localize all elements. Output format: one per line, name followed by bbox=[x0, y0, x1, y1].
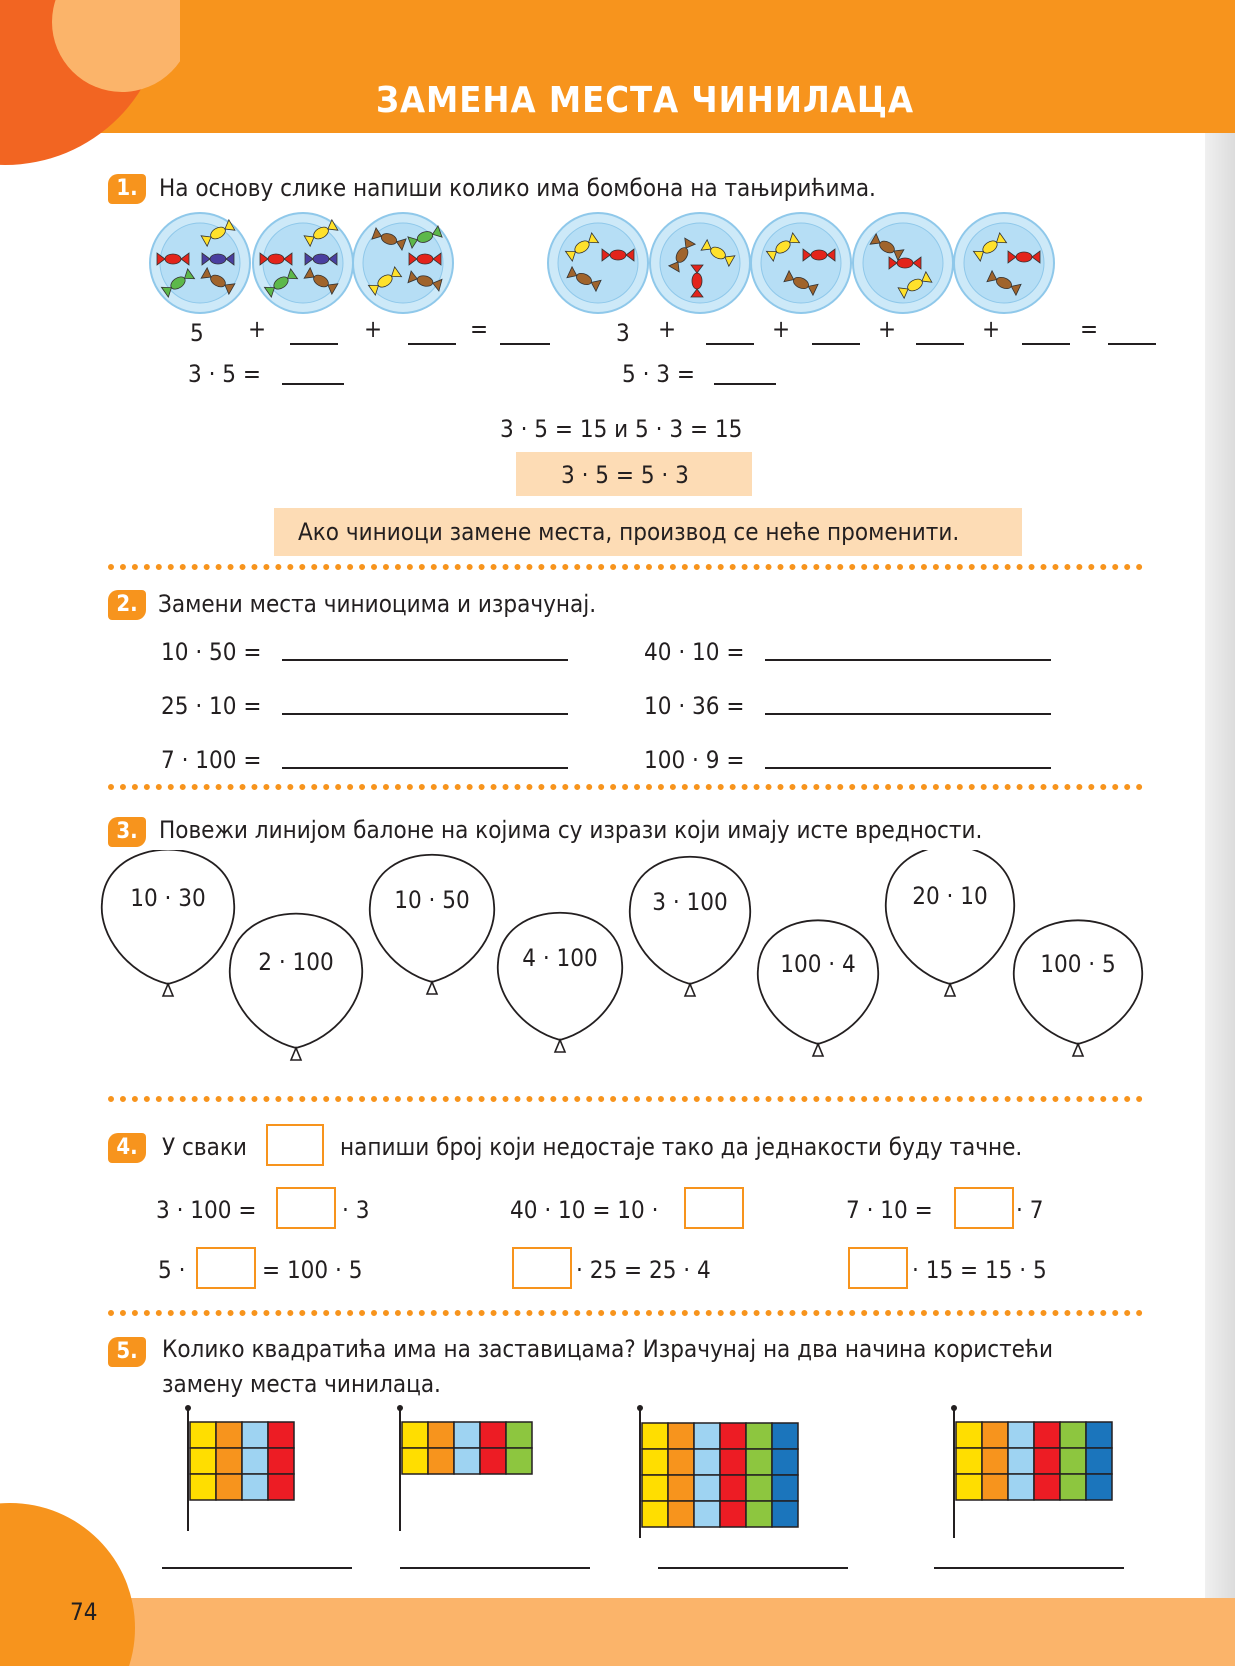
candy-plate bbox=[353, 213, 453, 313]
balloon-expression: 20 · 10 bbox=[912, 882, 988, 910]
flag-square bbox=[668, 1475, 694, 1501]
flag-square bbox=[956, 1448, 982, 1474]
balloon-knot bbox=[163, 984, 173, 996]
flag-square bbox=[1086, 1448, 1112, 1474]
flag-square bbox=[190, 1422, 216, 1448]
section-divider bbox=[108, 1310, 1143, 1316]
task-number: 5. bbox=[108, 1337, 146, 1367]
candy-plate bbox=[650, 213, 750, 313]
flag-square bbox=[1086, 1422, 1112, 1448]
answer-line[interactable] bbox=[1108, 343, 1156, 345]
expression: 10 · 50 = bbox=[161, 638, 262, 666]
equation-part: · 15 = 15 · 5 bbox=[912, 1256, 1047, 1284]
flag bbox=[637, 1405, 798, 1538]
plus-sign: + bbox=[248, 315, 267, 343]
flag-square bbox=[190, 1474, 216, 1500]
answer-line[interactable] bbox=[282, 767, 568, 769]
balloon[interactable] bbox=[1014, 920, 1142, 1056]
flag-square bbox=[1034, 1474, 1060, 1500]
footer-band bbox=[0, 1598, 1235, 1666]
blank-box[interactable] bbox=[954, 1187, 1014, 1229]
flag-square bbox=[694, 1449, 720, 1475]
flag-square bbox=[1008, 1422, 1034, 1448]
task-number: 2. bbox=[108, 590, 146, 620]
answer-line[interactable] bbox=[658, 1567, 848, 1569]
balloon-knot bbox=[1073, 1044, 1083, 1056]
flag-square bbox=[216, 1448, 242, 1474]
section-divider bbox=[108, 1096, 1143, 1102]
blank-box[interactable] bbox=[196, 1247, 256, 1289]
answer-line[interactable] bbox=[714, 383, 776, 385]
plus-sign: + bbox=[364, 315, 383, 343]
flag-square bbox=[772, 1449, 798, 1475]
answer-line[interactable] bbox=[706, 343, 754, 345]
flag-square bbox=[746, 1449, 772, 1475]
balloon-expression: 10 · 50 bbox=[394, 886, 470, 914]
expression: 7 · 100 = bbox=[161, 746, 262, 774]
commutative-rule: Ако чиниоци замене места, производ се неће променити. bbox=[298, 518, 960, 546]
expression: 40 · 10 = bbox=[644, 638, 745, 666]
task-instruction-continued: напиши број који недостаје тако да једнакости буду тачне. bbox=[340, 1133, 1023, 1161]
equals-sign: = bbox=[470, 315, 489, 343]
product-expression: 5 · 3 = bbox=[622, 360, 695, 388]
flag-square bbox=[668, 1501, 694, 1527]
flag-square bbox=[694, 1475, 720, 1501]
plus-sign: + bbox=[772, 315, 791, 343]
flag bbox=[185, 1405, 294, 1531]
task-instruction: Повежи линијом балоне на којима су изрази који имају исте вредности. bbox=[159, 816, 983, 844]
flag-square bbox=[746, 1501, 772, 1527]
balloon-expression: 4 · 100 bbox=[522, 944, 598, 972]
sample-blank-box bbox=[266, 1124, 324, 1166]
flag-square bbox=[772, 1501, 798, 1527]
flag-square bbox=[242, 1422, 268, 1448]
flag-square bbox=[1008, 1474, 1034, 1500]
flag-square bbox=[190, 1448, 216, 1474]
equation-part: 7 · 10 = bbox=[846, 1196, 933, 1224]
balloon-knot bbox=[813, 1044, 823, 1056]
flag-square bbox=[956, 1422, 982, 1448]
equation-part: 40 · 10 = 10 · bbox=[510, 1196, 659, 1224]
answer-line[interactable] bbox=[1022, 343, 1070, 345]
flag-square bbox=[642, 1475, 668, 1501]
balloon-knot bbox=[427, 982, 437, 994]
expression: 100 · 9 = bbox=[644, 746, 745, 774]
flag-square bbox=[454, 1448, 480, 1474]
balloon-expression: 3 · 100 bbox=[652, 888, 728, 916]
flag-square bbox=[268, 1448, 294, 1474]
candy-plate bbox=[954, 213, 1054, 313]
balloon[interactable] bbox=[102, 850, 235, 996]
flag-pole-top bbox=[951, 1405, 957, 1411]
flags-group bbox=[0, 1400, 1180, 1560]
flag-square bbox=[746, 1423, 772, 1449]
flag-square bbox=[506, 1448, 532, 1474]
balloon-expression: 10 · 30 bbox=[130, 884, 206, 912]
flag-square bbox=[268, 1474, 294, 1500]
flag bbox=[397, 1405, 532, 1531]
flag-square bbox=[428, 1422, 454, 1448]
blank-box[interactable] bbox=[848, 1247, 908, 1289]
balloon-expression: 100 · 5 bbox=[1040, 950, 1116, 978]
answer-line[interactable] bbox=[282, 383, 344, 385]
flag-square bbox=[402, 1448, 428, 1474]
balloon-knot bbox=[291, 1048, 301, 1060]
flag-pole-top bbox=[397, 1405, 403, 1411]
plus-sign: + bbox=[658, 315, 677, 343]
answer-line[interactable] bbox=[765, 767, 1051, 769]
flag-square bbox=[694, 1423, 720, 1449]
answer-line[interactable] bbox=[934, 1567, 1124, 1569]
candy-plate bbox=[253, 213, 353, 313]
product-expression: 3 · 5 = bbox=[188, 360, 261, 388]
equation-part: · 25 = 25 · 4 bbox=[576, 1256, 711, 1284]
balloons-group bbox=[0, 850, 1180, 1090]
answer-line[interactable] bbox=[812, 343, 860, 345]
flag-square bbox=[772, 1423, 798, 1449]
balloon[interactable] bbox=[498, 913, 622, 1052]
flag-square bbox=[428, 1448, 454, 1474]
answer-line[interactable] bbox=[282, 713, 568, 715]
flag-square bbox=[1060, 1474, 1086, 1500]
balloon-expression: 2 · 100 bbox=[258, 948, 334, 976]
flag-square bbox=[668, 1449, 694, 1475]
task-instruction: У сваки bbox=[162, 1133, 247, 1161]
task-instruction: Замени места чиниоцима и израчунај. bbox=[158, 590, 597, 618]
candy-plate bbox=[150, 213, 250, 313]
balloon[interactable] bbox=[886, 850, 1014, 996]
candy-plates-illustration bbox=[140, 208, 1140, 318]
equation-term: 5 bbox=[190, 319, 204, 347]
flag-square bbox=[1086, 1474, 1112, 1500]
balloon-expression: 100 · 4 bbox=[780, 950, 856, 978]
expression: 25 · 10 = bbox=[161, 692, 262, 720]
page-title: ЗАМЕНА МЕСТА ЧИНИЛАЦА bbox=[375, 80, 915, 121]
answer-line[interactable] bbox=[765, 713, 1051, 715]
task-instruction: замену места чинилаца. bbox=[162, 1370, 441, 1398]
flag-square bbox=[1060, 1422, 1086, 1448]
equation-part: 3 · 100 = bbox=[156, 1196, 257, 1224]
flag-square bbox=[668, 1423, 694, 1449]
flag-square bbox=[454, 1422, 480, 1448]
answer-line[interactable] bbox=[400, 1567, 590, 1569]
task-number: 4. bbox=[108, 1133, 146, 1163]
answer-line[interactable] bbox=[916, 343, 964, 345]
equals-sign: = bbox=[1080, 315, 1099, 343]
balloon-knot bbox=[945, 984, 955, 996]
flag-square bbox=[1034, 1422, 1060, 1448]
flag-square bbox=[216, 1474, 242, 1500]
blank-box[interactable] bbox=[276, 1187, 336, 1229]
flag-square bbox=[720, 1449, 746, 1475]
flag-square bbox=[242, 1448, 268, 1474]
candy-plate bbox=[853, 213, 953, 313]
task-instruction: Колико квадратића има на заставицама? Израчунај на два начина користећи bbox=[162, 1335, 1054, 1363]
blank-box[interactable] bbox=[684, 1187, 744, 1229]
section-divider bbox=[108, 784, 1143, 790]
flag-square bbox=[720, 1475, 746, 1501]
expression: 10 · 36 = bbox=[644, 692, 745, 720]
flag-square bbox=[1034, 1448, 1060, 1474]
answer-line[interactable] bbox=[500, 343, 550, 345]
task-instruction: На основу слике напиши колико има бомбона на тањирићима. bbox=[159, 174, 876, 202]
balloon[interactable] bbox=[370, 855, 494, 994]
flag-square bbox=[772, 1475, 798, 1501]
flag-square bbox=[642, 1501, 668, 1527]
balloon[interactable] bbox=[230, 914, 363, 1060]
plus-sign: + bbox=[982, 315, 1001, 343]
flag-square bbox=[956, 1474, 982, 1500]
flag-square bbox=[1060, 1448, 1086, 1474]
answer-line[interactable] bbox=[765, 659, 1051, 661]
flag-square bbox=[694, 1501, 720, 1527]
flag-square bbox=[642, 1449, 668, 1475]
flag-square bbox=[480, 1422, 506, 1448]
flag-pole-top bbox=[637, 1405, 643, 1411]
flag-square bbox=[746, 1475, 772, 1501]
result-statement: 3 · 5 = 15 и 5 · 3 = 15 bbox=[500, 415, 743, 443]
page-edge-shadow bbox=[1205, 133, 1235, 1603]
balloon-knot bbox=[685, 984, 695, 996]
task-number: 3. bbox=[108, 817, 146, 847]
equation-part: 5 · bbox=[158, 1256, 186, 1284]
flag-square bbox=[242, 1474, 268, 1500]
balloon[interactable] bbox=[758, 920, 878, 1056]
equation-term: 3 bbox=[616, 319, 630, 347]
flag-square bbox=[268, 1422, 294, 1448]
footer-corner-circle bbox=[0, 1493, 140, 1666]
flag-pole-top bbox=[185, 1405, 191, 1411]
flag-square bbox=[720, 1423, 746, 1449]
answer-line[interactable] bbox=[290, 343, 338, 345]
blank-box[interactable] bbox=[512, 1247, 572, 1289]
flag-square bbox=[480, 1448, 506, 1474]
commutative-equation: 3 · 5 = 5 · 3 bbox=[561, 461, 689, 489]
answer-line[interactable] bbox=[162, 1567, 352, 1569]
equation-part: = 100 · 5 bbox=[262, 1256, 363, 1284]
equation-part: · 7 bbox=[1016, 1196, 1044, 1224]
flag-square bbox=[1008, 1448, 1034, 1474]
flag-square bbox=[506, 1422, 532, 1448]
flag-square bbox=[402, 1422, 428, 1448]
flag-square bbox=[642, 1423, 668, 1449]
page-number: 74 bbox=[70, 1598, 98, 1626]
flag bbox=[951, 1405, 1112, 1538]
flag-square bbox=[982, 1422, 1008, 1448]
plus-sign: + bbox=[878, 315, 897, 343]
balloon-knot bbox=[555, 1040, 565, 1052]
flag-square bbox=[216, 1422, 242, 1448]
equation-part: · 3 bbox=[342, 1196, 370, 1224]
section-divider bbox=[108, 564, 1143, 570]
flag-square bbox=[982, 1448, 1008, 1474]
balloon[interactable] bbox=[630, 857, 750, 996]
flag-square bbox=[720, 1501, 746, 1527]
candy-plate bbox=[751, 213, 851, 313]
task-number: 1. bbox=[108, 174, 146, 204]
flag-square bbox=[982, 1474, 1008, 1500]
answer-line[interactable] bbox=[282, 659, 568, 661]
answer-line[interactable] bbox=[408, 343, 456, 345]
candy-plate bbox=[548, 213, 648, 313]
